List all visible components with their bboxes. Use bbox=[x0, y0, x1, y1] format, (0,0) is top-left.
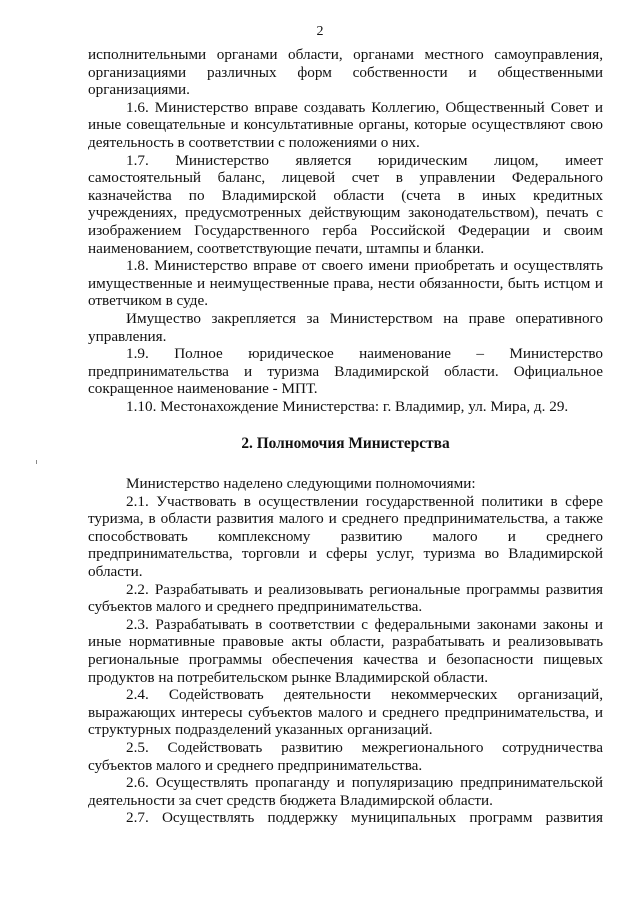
paragraph-1-9: 1.9. Полное юридическое наименование – Министерство предпринимательства и туризма Владимирской области. Официальное сокращенное наименование - МПТ. bbox=[88, 345, 603, 398]
paragraph-intro: Министерство наделено следующими полномочиями: bbox=[126, 475, 476, 493]
paragraph-property: Имущество закрепляется за Министерством на праве оперативного управления. bbox=[88, 309, 603, 345]
paragraph-2-6: 2.6. Осуществлять пропаганду и популяризацию предпринимательской деятельности за счет средств бюджета Владимирской области. bbox=[88, 774, 603, 809]
paragraph-1-8: 1.8. Министерство вправе от своего имени приобретать и осуществлять имущественные и неимущественные права, нести обязанности, быть истцом и ответчиком в суде. bbox=[88, 257, 603, 310]
paragraph-2-2: 2.2. Разрабатывать и реализовывать региональные программы развития субъектов малого и среднего предпринимательства. bbox=[88, 580, 603, 616]
paragraph-1-7: 1.7. Министерство является юридическим лицом, имеет самостоятельный баланс, лицевой счет в управлении Федерального казначейства по Владимирской области (счета в иных кредитных учреждениях, предусмотренных действующим законодательством), печать с изображением Государственного герба Российской Федерации и своим наименованием, соответствующие печати, штампы и бланки. bbox=[88, 151, 603, 257]
paragraph-2-4: 2.4. Содействовать деятельности некоммерческих организаций, выражающих интересы субъектов малого и среднего предпринимательства, и структурных подразделений указанных организаций. bbox=[88, 686, 603, 739]
paragraph-1-6: 1.6. Министерство вправе создавать Коллегию, Общественный Совет и иные совещательные и консультативные органы, которые осуществляют свою деятельность в соответствии с положениями о них. bbox=[88, 98, 603, 151]
page-number: 2 bbox=[316, 24, 324, 39]
paragraph-2-5: 2.5. Содействовать развитию межрегионального сотрудничества субъектов малого и среднего предпринимательства. bbox=[88, 738, 603, 774]
section-heading: 2. Полномочия Министерства bbox=[241, 435, 450, 453]
paragraph-2-1: 2.1. Участвовать в осуществлении государственной политики в сфере туризма, в области развития малого и среднего предпринимательства, а также способствовать комплексному развитию малого и среднего предпринимательства, торговли и сферы услуг, туризма во Владимирской области. bbox=[88, 492, 603, 581]
paragraph-2-3: 2.3. Разрабатывать в соответствии с федеральными законами законы и иные нормативные правовые акты области, разрабатывать и реализовывать региональные программы обеспечения качества и безопасности пищевых продуктов на потребительском рынке Владимирской области. bbox=[88, 615, 603, 686]
margin-mark bbox=[36, 460, 37, 464]
document-body bbox=[88, 46, 603, 827]
paragraph-2-7: 2.7. Осуществлять поддержку муниципальных программ развития bbox=[126, 809, 603, 827]
paragraph-1-10: 1.10. Местонахождение Министерства: г. Владимир, ул. Мира, д. 29. bbox=[126, 397, 569, 415]
paragraph-continuation: исполнительными органами области, органами местного самоуправления, организациями различных форм собственности и общественными организациями. bbox=[88, 46, 603, 99]
